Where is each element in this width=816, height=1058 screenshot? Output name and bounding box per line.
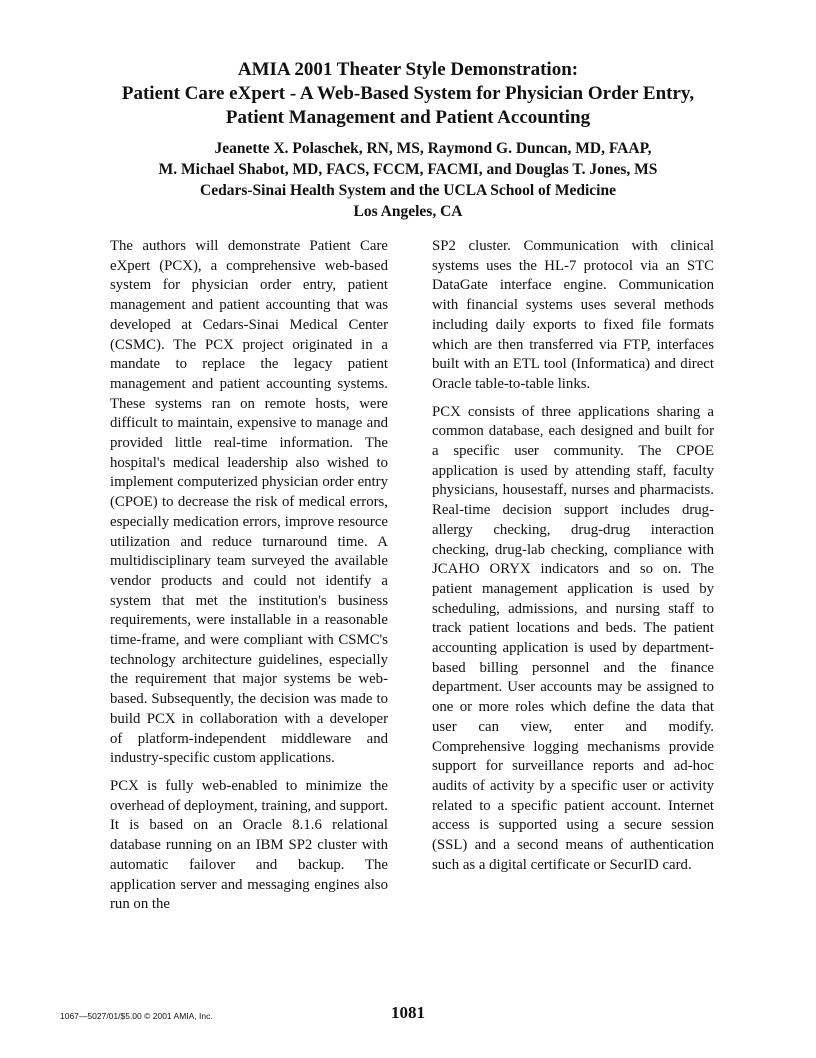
title-line: AMIA 2001 Theater Style Demonstration:	[237, 59, 579, 80]
author-location: Los Angeles, CA	[353, 203, 463, 220]
author-names: Jeanette X. Polaschek, RN, MS, Raymond G. Duncan, MD, FAAP,	[214, 140, 652, 157]
paper-header	[0, 58, 816, 222]
title-line: Patient Care eXpert - A Web-Based System for Physician Order Entry,	[121, 83, 695, 104]
title-line: Patient Management and Patient Accounting	[225, 107, 591, 128]
left-column	[110, 237, 388, 923]
paper-title	[0, 58, 816, 130]
author-names: M. Michael Shabot, MD, FACS, FCCM, FACMI, and Douglas T. Jones, MS	[158, 161, 658, 178]
body-paragraph: PCX is fully web-enabled to minimize the overhead of deployment, training, and support. It is based on an Oracle 8.1.6 relational database running on an IBM SP2 cluster with automatic failover and backup. The application server and messaging engines also run on the	[110, 777, 388, 913]
body-paragraph: SP2 cluster. Communication with clinical systems uses the HL-7 protocol via an STC DataGate interface engine. Communication with financial systems uses several methods including daily exports to fixed file formats which are then transferred via FTP, interfaces built with an ETL tool (Informatica) and direct Oracle table-to-table links.	[432, 238, 714, 392]
body-paragraph: PCX consists of three applications sharing a common database, each designed and built for a specific user community. The CPOE application is used by attending staff, faculty physicians, housestaff, nurses and pharmacists. Real-time decision support includes drug-allergy checking, drug-drug interaction checking, drug-lab checking, compliance with JCAHO ORYX indicators and so on. The patient management application is used by scheduling, admissions, and nursing staff to track patient locations and beds. The patient accounting application is used by department-based billing personnel and the finance department. User accounts may be assigned to one or more roles which define the data that user can view, enter and modify. Comprehensive logging mechanisms provide support for surveillance reports and ad-hoc audits of activity by a specific user or activity related to a specific patient account. Internet access is supported using a secure session (SSL) and a second means of authentication such as a digital certificate or SecurID card.	[432, 403, 714, 873]
author-affiliation: Cedars-Sinai Health System and the UCLA School of Medicine	[200, 182, 616, 199]
page-number: 1081	[391, 1003, 425, 1022]
body-paragraph: The authors will demonstrate Patient Care eXpert (PCX), a comprehensive web-based system for physician order entry, patient management and patient accounting that was developed at Cedars-Sinai Medical Center (CSMC). The PCX project originated in a mandate to replace the legacy patient management and patient accounting systems. These systems ran on remote hosts, were difficult to maintain, expensive to manage and provided little real-time information. The hospital's medical leadership also wished to implement computerized physician order entry (CPOE) to decrease the risk of medical errors, especially medication errors, improve resource utilization and reduce turnaround time. A multidisciplinary team surveyed the available vendor products and could not identify a system that met the institution's business requirements, were installable in a reasonable time-frame, and were compliant with CSMC's technology architecture guidelines, especially the requirement that major systems be web-based. Subsequently, the decision was made to build PCX in collaboration with a developer of platform-independent middleware and industry-specific custom applications.	[110, 238, 388, 767]
copyright-notice: 1067—5027/01/$5.00 © 2001 AMIA, Inc.	[60, 1011, 213, 1021]
author-block	[0, 138, 816, 222]
right-column	[432, 237, 714, 884]
